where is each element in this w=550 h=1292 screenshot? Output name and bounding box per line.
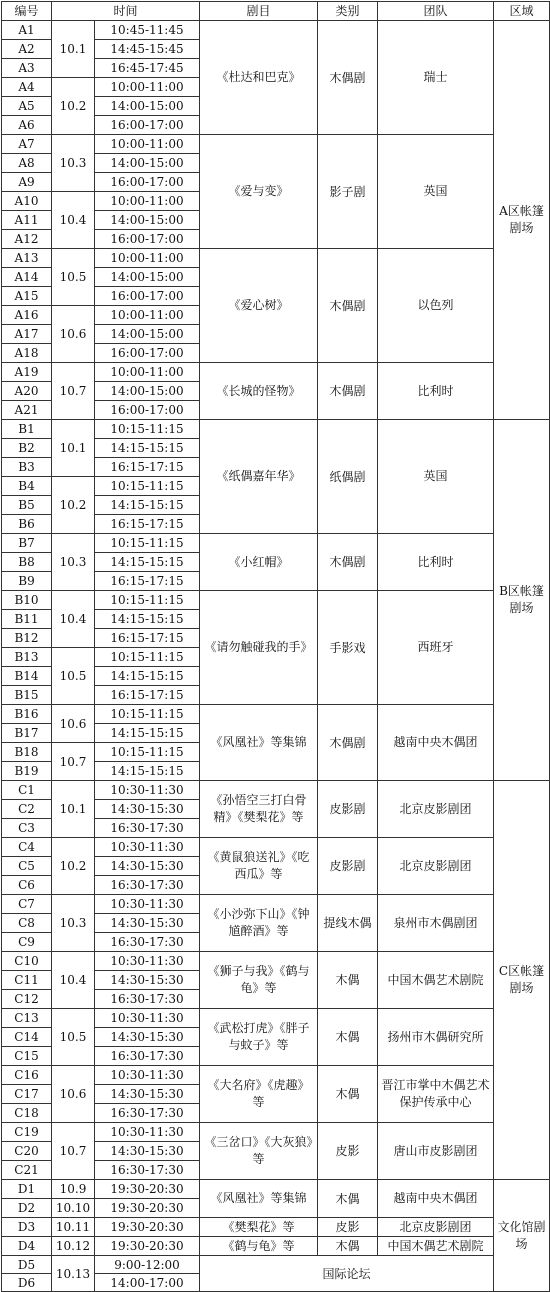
id-cell: A3 (2, 59, 52, 78)
program-cell: 《鹤与龟》等 (200, 1237, 318, 1256)
date-cell: 10.12 (52, 1237, 95, 1256)
time-cell: 10:30-11:30 (95, 1123, 200, 1142)
time-cell: 14:00-15:00 (95, 382, 200, 401)
id-cell: A20 (2, 382, 52, 401)
time-cell: 14:15-15:15 (95, 496, 200, 515)
table-row (2, 1256, 550, 1274)
date-cell: 10.5 (52, 648, 95, 705)
id-cell: B13 (2, 648, 52, 667)
program-cell: 《爱与变》 (200, 135, 318, 249)
id-cell: C21 (2, 1161, 52, 1180)
team-cell: 比利时 (378, 363, 494, 420)
table-row (2, 838, 550, 857)
id-cell: C15 (2, 1047, 52, 1066)
program-cell: 《大名府》《虎趣》等 (200, 1066, 318, 1123)
id-cell: B2 (2, 439, 52, 458)
area-cell: A区帐篷剧场 (494, 21, 550, 420)
id-cell: C7 (2, 895, 52, 914)
team-cell: 西班牙 (378, 591, 494, 705)
time-cell: 14:00-15:00 (95, 268, 200, 287)
date-cell: 10.3 (52, 895, 95, 952)
time-cell: 10:45-11:45 (95, 21, 200, 40)
category-cell: 皮影剧 (318, 838, 378, 895)
area-cell: 文化馆剧场 (494, 1180, 550, 1292)
date-cell: 10.4 (52, 591, 95, 648)
category-cell: 提线木偶 (318, 895, 378, 952)
id-cell: A6 (2, 116, 52, 135)
id-cell: A1 (2, 21, 52, 40)
team-cell: 越南中央木偶团 (378, 1180, 494, 1218)
category-cell: 木偶剧 (318, 534, 378, 591)
time-cell: 14:00-15:00 (95, 211, 200, 230)
id-cell: B5 (2, 496, 52, 515)
header-area: 区域 (494, 2, 550, 21)
time-cell: 10:15-11:15 (95, 705, 200, 724)
time-cell: 14:30-15:30 (95, 1085, 200, 1104)
time-cell: 14:00-17:00 (95, 1274, 200, 1292)
date-cell: 10.7 (52, 743, 95, 781)
team-cell: 以色列 (378, 249, 494, 363)
id-cell: D1 (2, 1180, 52, 1199)
table-row (2, 705, 550, 724)
time-cell: 10:30-11:30 (95, 952, 200, 971)
category-cell: 木偶 (318, 1237, 378, 1256)
header-category: 类别 (318, 2, 378, 21)
time-cell: 14:30-15:30 (95, 1028, 200, 1047)
area-cell: B区帐篷剧场 (494, 420, 550, 781)
program-cell: 国际论坛 (200, 1256, 494, 1292)
date-cell: 10.1 (52, 781, 95, 838)
id-cell: B7 (2, 534, 52, 553)
time-cell: 14:00-15:00 (95, 97, 200, 116)
id-cell: A19 (2, 363, 52, 382)
date-cell: 10.7 (52, 1123, 95, 1180)
id-cell: A10 (2, 192, 52, 211)
time-cell: 16:15-17:15 (95, 515, 200, 534)
id-cell: C8 (2, 914, 52, 933)
time-cell: 19:30-20:30 (95, 1218, 200, 1237)
time-cell: 16:00-17:00 (95, 401, 200, 420)
id-cell: B3 (2, 458, 52, 477)
id-cell: C6 (2, 876, 52, 895)
time-cell: 10:15-11:15 (95, 648, 200, 667)
time-cell: 14:45-15:45 (95, 40, 200, 59)
date-cell: 10.6 (52, 1066, 95, 1123)
date-cell: 10.3 (52, 534, 95, 591)
team-cell: 越南中央木偶团 (378, 705, 494, 781)
table-row (2, 591, 550, 610)
id-cell: A9 (2, 173, 52, 192)
category-cell: 影子剧 (318, 135, 378, 249)
time-cell: 14:15-15:15 (95, 724, 200, 743)
table-row (2, 1218, 550, 1237)
id-cell: A12 (2, 230, 52, 249)
time-cell: 16:00-17:00 (95, 287, 200, 306)
team-cell: 晋江市掌中木偶艺术保护传承中心 (378, 1066, 494, 1123)
id-cell: A2 (2, 40, 52, 59)
id-cell: C10 (2, 952, 52, 971)
id-cell: A14 (2, 268, 52, 287)
time-cell: 16:00-17:00 (95, 116, 200, 135)
time-cell: 9:00-12:00 (95, 1256, 200, 1274)
id-cell: A4 (2, 78, 52, 97)
time-cell: 10:00-11:00 (95, 306, 200, 325)
id-cell: C16 (2, 1066, 52, 1085)
team-cell: 扬州市木偶研究所 (378, 1009, 494, 1066)
team-cell: 英国 (378, 135, 494, 249)
time-cell: 16:30-17:30 (95, 819, 200, 838)
date-cell: 10.7 (52, 363, 95, 420)
time-cell: 19:30-20:30 (95, 1199, 200, 1218)
table-row (2, 21, 550, 40)
category-cell: 木偶剧 (318, 21, 378, 135)
time-cell: 16:15-17:15 (95, 572, 200, 591)
date-cell: 10.1 (52, 420, 95, 477)
header-time: 时间 (52, 2, 200, 21)
time-cell: 10:15-11:15 (95, 534, 200, 553)
id-cell: A21 (2, 401, 52, 420)
table-row (2, 135, 550, 154)
table-row (2, 1237, 550, 1256)
category-cell: 木偶 (318, 1066, 378, 1123)
id-cell: B8 (2, 553, 52, 572)
id-cell: C9 (2, 933, 52, 952)
date-cell: 10.5 (52, 249, 95, 306)
table-row (2, 781, 550, 800)
id-cell: C4 (2, 838, 52, 857)
id-cell: D6 (2, 1274, 52, 1292)
id-cell: A18 (2, 344, 52, 363)
id-cell: C17 (2, 1085, 52, 1104)
time-cell: 14:15-15:15 (95, 667, 200, 686)
program-cell: 《黄鼠狼送礼》《吃西瓜》等 (200, 838, 318, 895)
id-cell: A17 (2, 325, 52, 344)
id-cell: C3 (2, 819, 52, 838)
time-cell: 16:45-17:45 (95, 59, 200, 78)
time-cell: 10:00-11:00 (95, 135, 200, 154)
id-cell: B16 (2, 705, 52, 724)
category-cell: 木偶剧 (318, 363, 378, 420)
team-cell: 英国 (378, 420, 494, 534)
program-cell: 《杜达和巴克》 (200, 21, 318, 135)
table-row (2, 1180, 550, 1199)
time-cell: 16:00-17:00 (95, 344, 200, 363)
category-cell: 木偶 (318, 952, 378, 1009)
date-cell: 10.2 (52, 477, 95, 534)
table-row (2, 1123, 550, 1142)
id-cell: D3 (2, 1218, 52, 1237)
team-cell: 北京皮影剧团 (378, 1218, 494, 1237)
time-cell: 10:15-11:15 (95, 420, 200, 439)
id-cell: B1 (2, 420, 52, 439)
id-cell: C11 (2, 971, 52, 990)
time-cell: 14:30-15:30 (95, 857, 200, 876)
date-cell: 10.10 (52, 1199, 95, 1218)
program-cell: 《小红帽》 (200, 534, 318, 591)
header-team: 团队 (378, 2, 494, 21)
time-cell: 10:00-11:00 (95, 363, 200, 382)
program-cell: 《武松打虎》《胖子与蚊子》等 (200, 1009, 318, 1066)
program-cell: 《樊梨花》等 (200, 1218, 318, 1237)
id-cell: C20 (2, 1142, 52, 1161)
time-cell: 10:30-11:30 (95, 1066, 200, 1085)
team-cell: 瑞士 (378, 21, 494, 135)
id-cell: C5 (2, 857, 52, 876)
time-cell: 14:15-15:15 (95, 439, 200, 458)
id-cell: A16 (2, 306, 52, 325)
time-cell: 14:30-15:30 (95, 800, 200, 819)
id-cell: A8 (2, 154, 52, 173)
id-cell: D5 (2, 1256, 52, 1274)
date-cell: 10.5 (52, 1009, 95, 1066)
date-cell: 10.1 (52, 21, 95, 78)
date-cell: 10.6 (52, 705, 95, 743)
time-cell: 14:30-15:30 (95, 971, 200, 990)
id-cell: C19 (2, 1123, 52, 1142)
time-cell: 16:15-17:15 (95, 629, 200, 648)
category-cell: 木偶剧 (318, 249, 378, 363)
table-row (2, 363, 550, 382)
category-cell: 手影戏 (318, 591, 378, 705)
program-cell: 《孙悟空三打白骨精》《樊梨花》等 (200, 781, 318, 838)
team-cell: 北京皮影剧团 (378, 838, 494, 895)
program-cell: 《纸偶嘉年华》 (200, 420, 318, 534)
program-cell: 《狮子与我》《鹤与龟》等 (200, 952, 318, 1009)
table-row (2, 1066, 550, 1085)
id-cell: B18 (2, 743, 52, 762)
table-row (2, 952, 550, 971)
table-row (2, 534, 550, 553)
category-cell: 木偶 (318, 1180, 378, 1218)
time-cell: 19:30-20:30 (95, 1180, 200, 1199)
id-cell: C13 (2, 1009, 52, 1028)
program-cell: 《请勿触碰我的手》 (200, 591, 318, 705)
program-cell: 《三岔口》《大灰狼》等 (200, 1123, 318, 1180)
time-cell: 14:00-15:00 (95, 154, 200, 173)
id-cell: C14 (2, 1028, 52, 1047)
id-cell: B12 (2, 629, 52, 648)
time-cell: 16:15-17:15 (95, 686, 200, 705)
id-cell: D2 (2, 1199, 52, 1218)
time-cell: 10:15-11:15 (95, 743, 200, 762)
time-cell: 10:00-11:00 (95, 192, 200, 211)
time-cell: 10:30-11:30 (95, 838, 200, 857)
date-cell: 10.4 (52, 952, 95, 1009)
time-cell: 16:30-17:30 (95, 1161, 200, 1180)
program-cell: 《小沙弥下山》《钟馗醉酒》等 (200, 895, 318, 952)
id-cell: B6 (2, 515, 52, 534)
id-cell: C18 (2, 1104, 52, 1123)
time-cell: 14:30-15:30 (95, 1142, 200, 1161)
header-program: 剧目 (200, 2, 318, 21)
time-cell: 10:00-11:00 (95, 249, 200, 268)
id-cell: B4 (2, 477, 52, 496)
time-cell: 16:30-17:30 (95, 990, 200, 1009)
team-cell: 中国木偶艺术剧院 (378, 952, 494, 1009)
time-cell: 16:00-17:00 (95, 230, 200, 249)
time-cell: 16:00-17:00 (95, 173, 200, 192)
id-cell: B10 (2, 591, 52, 610)
schedule-table (1, 1, 550, 1292)
id-cell: D4 (2, 1237, 52, 1256)
team-cell: 唐山市皮影剧团 (378, 1123, 494, 1180)
id-cell: B14 (2, 667, 52, 686)
date-cell: 10.6 (52, 306, 95, 363)
date-cell: 10.2 (52, 838, 95, 895)
time-cell: 16:30-17:30 (95, 876, 200, 895)
time-cell: 10:15-11:15 (95, 591, 200, 610)
area-cell: C区帐篷剧场 (494, 781, 550, 1180)
time-cell: 19:30-20:30 (95, 1237, 200, 1256)
time-cell: 16:30-17:30 (95, 933, 200, 952)
time-cell: 16:30-17:30 (95, 1104, 200, 1123)
category-cell: 木偶 (318, 1009, 378, 1066)
date-cell: 10.2 (52, 78, 95, 135)
program-cell: 《风凰社》等集锦 (200, 1180, 318, 1218)
time-cell: 14:15-15:15 (95, 553, 200, 572)
date-cell: 10.11 (52, 1218, 95, 1237)
date-cell: 10.3 (52, 135, 95, 192)
table-row (2, 249, 550, 268)
id-cell: A11 (2, 211, 52, 230)
date-cell: 10.9 (52, 1180, 95, 1199)
team-cell: 比利时 (378, 534, 494, 591)
id-cell: B15 (2, 686, 52, 705)
time-cell: 16:30-17:30 (95, 1047, 200, 1066)
id-cell: B19 (2, 762, 52, 781)
time-cell: 10:15-11:15 (95, 477, 200, 496)
id-cell: C1 (2, 781, 52, 800)
category-cell: 皮影 (318, 1218, 378, 1237)
category-cell: 皮影 (318, 1123, 378, 1180)
id-cell: B9 (2, 572, 52, 591)
time-cell: 10:30-11:30 (95, 781, 200, 800)
id-cell: C2 (2, 800, 52, 819)
time-cell: 14:30-15:30 (95, 914, 200, 933)
category-cell: 皮影剧 (318, 781, 378, 838)
table-row (2, 1009, 550, 1028)
category-cell: 纸偶剧 (318, 420, 378, 534)
date-cell: 10.13 (52, 1256, 95, 1292)
time-cell: 14:00-15:00 (95, 325, 200, 344)
schedule-body (2, 21, 550, 1292)
id-cell: B17 (2, 724, 52, 743)
id-cell: C12 (2, 990, 52, 1009)
team-cell: 中国木偶艺术剧院 (378, 1237, 494, 1256)
date-cell: 10.4 (52, 192, 95, 249)
time-cell: 10:30-11:30 (95, 895, 200, 914)
program-cell: 《长城的怪物》 (200, 363, 318, 420)
id-cell: B11 (2, 610, 52, 629)
id-cell: A15 (2, 287, 52, 306)
id-cell: A7 (2, 135, 52, 154)
time-cell: 10:00-11:00 (95, 78, 200, 97)
table-row (2, 420, 550, 439)
id-cell: A13 (2, 249, 52, 268)
header-id: 编号 (2, 2, 52, 21)
program-cell: 《风凰社》等集锦 (200, 705, 318, 781)
time-cell: 10:30-11:30 (95, 1009, 200, 1028)
table-row (2, 895, 550, 914)
category-cell: 木偶剧 (318, 705, 378, 781)
team-cell: 北京皮影剧团 (378, 781, 494, 838)
time-cell: 14:15-15:15 (95, 762, 200, 781)
time-cell: 14:15-15:15 (95, 610, 200, 629)
time-cell: 16:15-17:15 (95, 458, 200, 477)
program-cell: 《爱心树》 (200, 249, 318, 363)
id-cell: A5 (2, 97, 52, 116)
team-cell: 泉州市木偶剧团 (378, 895, 494, 952)
